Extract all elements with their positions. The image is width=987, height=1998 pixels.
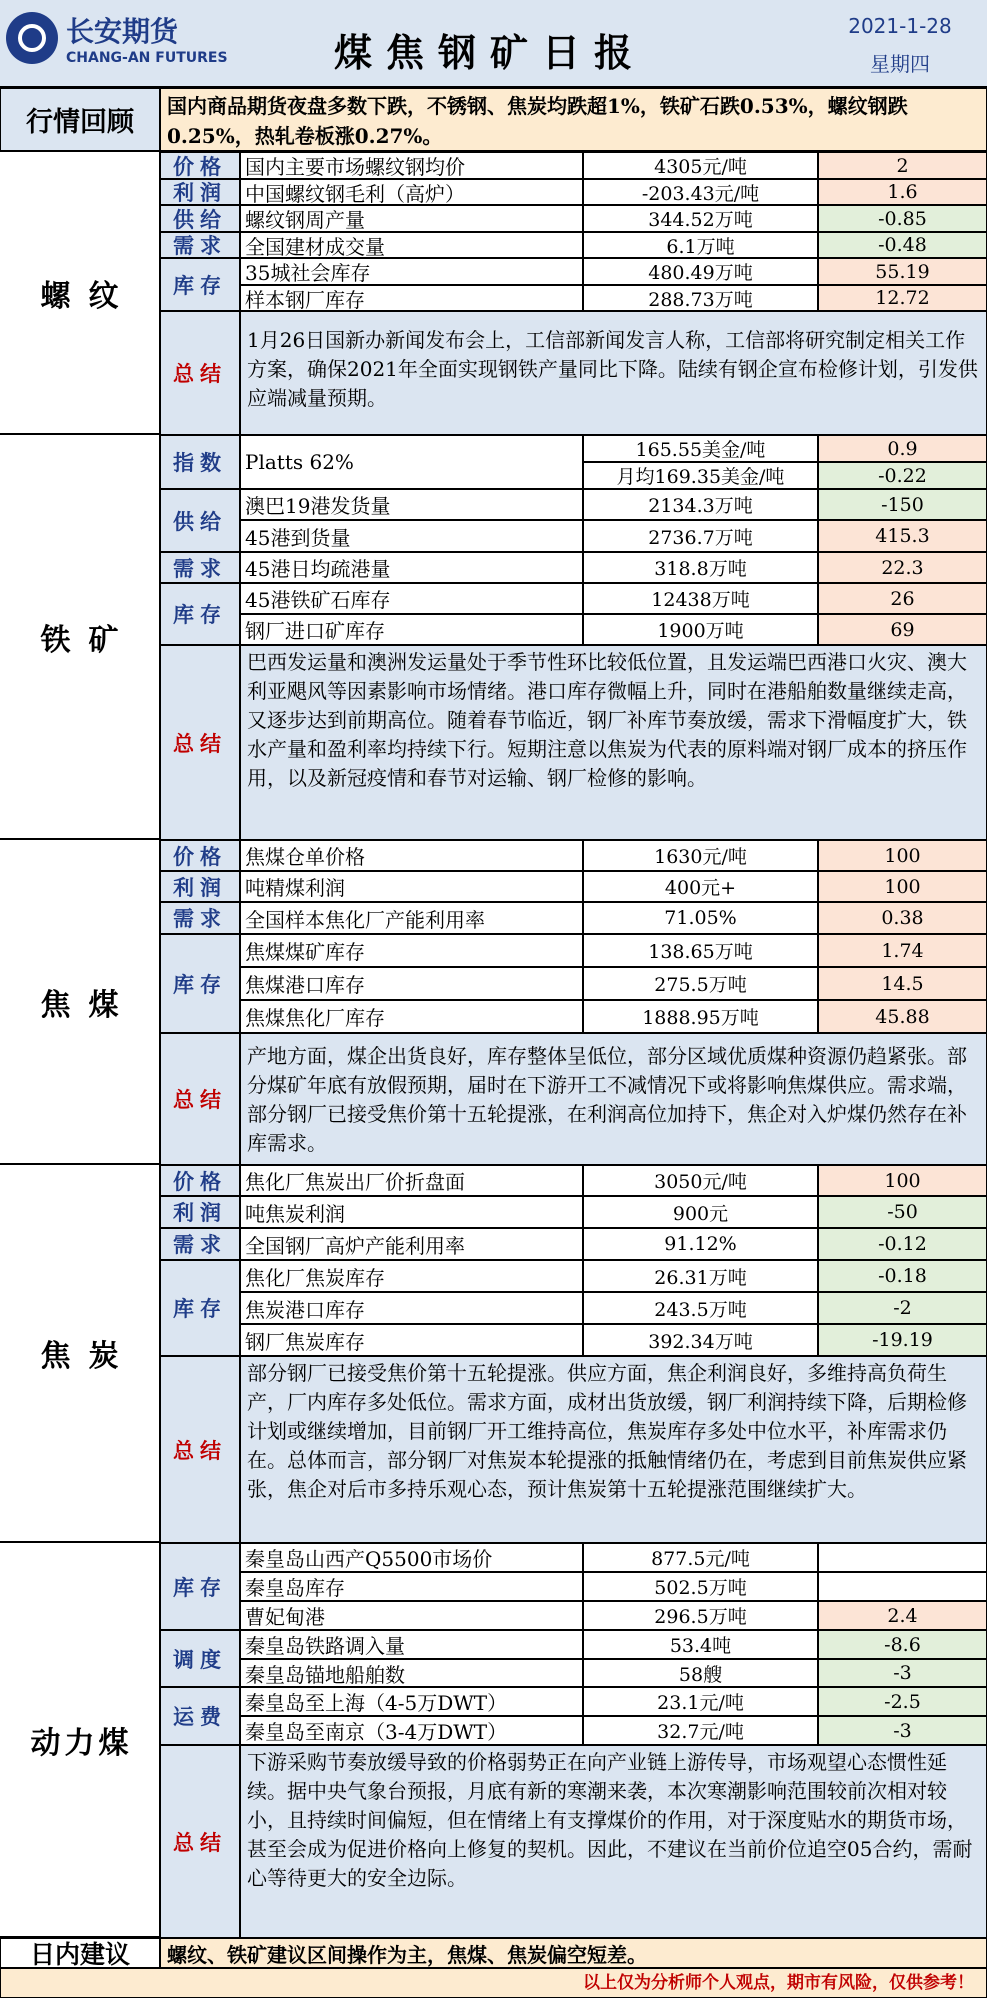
indicator-value: 3050元/吨 — [583, 1165, 818, 1196]
section-name: 焦煤 — [0, 840, 160, 1163]
indicator-name: 45港日均疏港量 — [240, 552, 583, 583]
indicator-change: 2 — [818, 152, 987, 179]
category-label: 需求 — [160, 902, 240, 934]
advice-label: 日内建议 — [0, 1938, 160, 1968]
category-label: 运费 — [160, 1687, 240, 1745]
indicator-change: -19.19 — [818, 1324, 987, 1356]
category-label: 利润 — [160, 179, 240, 205]
indicator-value: 月均169.35美金/吨 — [583, 462, 818, 489]
indicator-change: 22.3 — [818, 552, 987, 583]
indicator-value: 288.73万吨 — [583, 285, 818, 311]
summary-text: 下游采购节奏放缓导致的价格弱势正在向产业链上游传导，市场观望心态惯性延续。据中央气象台预报，月底有新的寒潮来袭，本次寒潮影响范围较前次相对较小，且持续时间偏短，但在情绪上有支撑煤价的作用，对于深度贴水的期货市场，甚至会成为促进价格向上修复的契机。因此，不建议在当前价位追空05合约，需耐心等待更大的安全边际。 — [240, 1745, 987, 1938]
indicator-name: 秦皇岛铁路调入量 — [240, 1630, 583, 1659]
section-name: 螺纹 — [0, 152, 160, 433]
indicator-name: 45港铁矿石库存 — [240, 583, 583, 614]
section-name: 动力煤 — [0, 1543, 160, 1936]
indicator-name: 秦皇岛山西产Q5500市场价 — [240, 1543, 583, 1572]
report-date: 2021-1-28 — [848, 14, 952, 38]
indicator-value: 400元+ — [583, 871, 818, 902]
indicator-value: 344.52万吨 — [583, 205, 818, 232]
indicator-name: 吨精煤利润 — [240, 871, 583, 902]
section-name: 焦炭 — [0, 1165, 160, 1541]
indicator-change: 0.9 — [818, 435, 987, 462]
indicator-value: 4305元/吨 — [583, 152, 818, 179]
advice-text: 螺纹、铁矿建议区间操作为主，焦煤、焦炭偏空短差。 — [160, 1938, 987, 1968]
summary-text: 1月26日国新办新闻发布会上，工信部新闻发言人称，工信部将研究制定相关工作方案，确保2021年全面实现钢铁产量同比下降。陆续有钢企宣布检修计划，引发供应端减量预期。 — [240, 311, 987, 435]
section-rebar — [0, 152, 987, 435]
indicator-name: 秦皇岛至南京（3-4万DWT） — [240, 1716, 583, 1745]
indicator-name: 澳巴19港发货量 — [240, 489, 583, 520]
indicator-name: 焦炭港口库存 — [240, 1292, 583, 1324]
category-label: 需求 — [160, 1228, 240, 1260]
indicator-value: 502.5万吨 — [583, 1572, 818, 1601]
report-weekday: 星期四 — [870, 52, 930, 76]
indicator-change: -0.18 — [818, 1260, 987, 1292]
indicator-change: -8.6 — [818, 1630, 987, 1659]
indicator-name: 全国钢厂高炉产能利用率 — [240, 1228, 583, 1260]
indicator-name: 焦化厂焦炭库存 — [240, 1260, 583, 1292]
indicator-value: 138.65万吨 — [583, 934, 818, 967]
indicator-name: 焦煤焦化厂库存 — [240, 1000, 583, 1033]
indicator-change: 14.5 — [818, 967, 987, 1000]
report-title: 煤焦钢矿日报 — [333, 31, 646, 75]
indicator-change: 1.6 — [818, 179, 987, 205]
indicator-value: 480.49万吨 — [583, 258, 818, 285]
summary-label: 总结 — [160, 645, 240, 840]
indicator-change — [818, 1543, 987, 1572]
indicator-value: 58艘 — [583, 1659, 818, 1687]
disclaimer-text: 以上仅为分析师个人观点，期市有风险，仅供参考！ — [0, 1968, 987, 1998]
summary-label: 总结 — [160, 1033, 240, 1165]
section-name: 铁矿 — [0, 435, 160, 838]
indicator-value: 6.1万吨 — [583, 232, 818, 258]
indicator-name: 钢厂焦炭库存 — [240, 1324, 583, 1356]
indicator-value: 165.55美金/吨 — [583, 435, 818, 462]
indicator-change: -0.22 — [818, 462, 987, 489]
indicator-change: 1.74 — [818, 934, 987, 967]
summary-text: 巴西发运量和澳洲发运量处于季节性环比较低位置，且发运端巴西港口火灾、澳大利亚飓风等因素影响市场情绪。港口库存微幅上升，同时在港船舶数量继续走高，又逐步达到前期高位。随着春节临近，钢厂补库节奏放缓，需求下滑幅度扩大，铁水产量和盈利率均持续下行。短期注意以焦炭为代表的原料端对钢厂成本的挤压作用，以及新冠疫情和春节对运输、钢厂检修的影响。 — [240, 645, 987, 840]
category-label: 库存 — [160, 1260, 240, 1356]
indicator-change: 100 — [818, 1165, 987, 1196]
indicator-change: -0.12 — [818, 1228, 987, 1260]
indicator-value: 900元 — [583, 1196, 818, 1228]
category-label: 利润 — [160, 1196, 240, 1228]
summary-text: 部分钢厂已接受焦价第十五轮提涨。供应方面，焦企利润良好，多维持高负荷生产，厂内库存多处低位。需求方面，成材出货放缓，钢厂利润持续下降，后期检修计划或继续增加，目前钢厂开工维持高位，焦炭库存多处中位水平，补库需求仍在。总体而言，部分钢厂对焦炭本轮提涨的抵触情绪仍在，考虑到目前焦炭供应紧张，焦企对后市多持乐观心态，预计焦炭第十五轮提涨范围继续扩大。 — [240, 1356, 987, 1543]
category-label: 需求 — [160, 552, 240, 583]
indicator-value: 53.4吨 — [583, 1630, 818, 1659]
indicator-name: 焦化厂焦炭出厂价折盘面 — [240, 1165, 583, 1196]
indicator-name: 国内主要市场螺纹钢均价 — [240, 152, 583, 179]
category-label: 指数 — [160, 435, 240, 489]
indicator-value: 23.1元/吨 — [583, 1687, 818, 1716]
indicator-name: 全国建材成交量 — [240, 232, 583, 258]
indicator-name: 45港到货量 — [240, 520, 583, 552]
indicator-name: 焦煤仓单价格 — [240, 840, 583, 871]
indicator-value: 71.05% — [583, 902, 818, 934]
review-text: 国内商品期货夜盘多数下跌，不锈钢、焦炭均跌超1%，铁矿石跌0.53%，螺纹钢跌0.25%，热轧卷板涨0.27%。 — [160, 88, 987, 152]
summary-text: 产地方面，煤企出货良好，库存整体呈低位，部分区域优质煤种资源仍趋紧张。部分煤矿年底有放假预期，届时在下游开工不减情况下或将影响焦煤供应。需求端，部分钢厂已接受焦价第十五轮提涨，在利润高位加持下，焦企对入炉煤仍然存在补库需求。 — [240, 1033, 987, 1165]
indicator-name: 秦皇岛至上海（4-5万DWT） — [240, 1687, 583, 1716]
indicator-name: 钢厂进口矿库存 — [240, 614, 583, 645]
indicator-value: 392.34万吨 — [583, 1324, 818, 1356]
indicator-value: 243.5万吨 — [583, 1292, 818, 1324]
indicator-change: -50 — [818, 1196, 987, 1228]
category-label: 调度 — [160, 1630, 240, 1687]
indicator-change: 26 — [818, 583, 987, 614]
indicator-change: -3 — [818, 1659, 987, 1687]
summary-label: 总结 — [160, 311, 240, 435]
section-iron-ore — [0, 435, 987, 840]
indicator-name: 全国样本焦化厂产能利用率 — [240, 902, 583, 934]
indicator-change: -150 — [818, 489, 987, 520]
category-label: 库存 — [160, 583, 240, 645]
company-name-cn: 长安期货 — [66, 15, 179, 48]
indicator-name: 螺纹钢周产量 — [240, 205, 583, 232]
indicator-value: 2736.7万吨 — [583, 520, 818, 552]
indicator-change: 55.19 — [818, 258, 987, 285]
section-coking-coal — [0, 840, 987, 1165]
indicator-value: 91.12% — [583, 1228, 818, 1260]
indicator-value: 296.5万吨 — [583, 1601, 818, 1630]
indicator-name: 焦煤煤矿库存 — [240, 934, 583, 967]
indicator-value: 1888.95万吨 — [583, 1000, 818, 1033]
indicator-change: -3 — [818, 1716, 987, 1745]
indicator-change: -2.5 — [818, 1687, 987, 1716]
indicator-name: 吨焦炭利润 — [240, 1196, 583, 1228]
indicator-change: 415.3 — [818, 520, 987, 552]
indicator-value: 1900万吨 — [583, 614, 818, 645]
category-label: 库存 — [160, 934, 240, 1033]
indicator-name: 样本钢厂库存 — [240, 285, 583, 311]
indicator-value: 275.5万吨 — [583, 967, 818, 1000]
category-label: 库存 — [160, 258, 240, 311]
indicator-value: 1630元/吨 — [583, 840, 818, 871]
indicator-name: 焦煤港口库存 — [240, 967, 583, 1000]
company-name-en: CHANG-AN FUTURES — [66, 50, 228, 66]
indicator-change: 12.72 — [818, 285, 987, 311]
summary-label: 总结 — [160, 1356, 240, 1543]
section-thermal-coal — [0, 1543, 987, 1938]
indicator-change: -2 — [818, 1292, 987, 1324]
category-label: 需求 — [160, 232, 240, 258]
indicator-change: -0.48 — [818, 232, 987, 258]
category-label: 价格 — [160, 152, 240, 179]
indicator-change: -0.85 — [818, 205, 987, 232]
category-label: 价格 — [160, 840, 240, 871]
category-label: 利润 — [160, 871, 240, 902]
indicator-name: 秦皇岛库存 — [240, 1572, 583, 1601]
indicator-name: Platts 62% — [240, 435, 583, 489]
category-label: 库存 — [160, 1543, 240, 1630]
indicator-value: 318.8万吨 — [583, 552, 818, 583]
review-label: 行情回顾 — [0, 88, 160, 152]
indicator-change: 45.88 — [818, 1000, 987, 1033]
indicator-value: 2134.3万吨 — [583, 489, 818, 520]
indicator-change — [818, 1572, 987, 1601]
indicator-value: 32.7元/吨 — [583, 1716, 818, 1745]
indicator-change: 100 — [818, 871, 987, 902]
indicator-value: 12438万吨 — [583, 583, 818, 614]
category-label: 供给 — [160, 489, 240, 552]
indicator-value: 26.31万吨 — [583, 1260, 818, 1292]
indicator-change: 69 — [818, 614, 987, 645]
indicator-name: 中国螺纹钢毛利（高炉） — [240, 179, 583, 205]
indicator-change: 0.38 — [818, 902, 987, 934]
category-label: 价格 — [160, 1165, 240, 1196]
summary-label: 总结 — [160, 1745, 240, 1938]
report-header — [0, 0, 987, 88]
indicator-name: 秦皇岛锚地船舶数 — [240, 1659, 583, 1687]
category-label: 供给 — [160, 205, 240, 232]
indicator-value: 877.5元/吨 — [583, 1543, 818, 1572]
indicator-change: 100 — [818, 840, 987, 871]
indicator-name: 35城社会库存 — [240, 258, 583, 285]
indicator-change: 2.4 — [818, 1601, 987, 1630]
chang-an-logo-icon — [6, 12, 58, 64]
indicator-name: 曹妃甸港 — [240, 1601, 583, 1630]
section-coke — [0, 1165, 987, 1543]
indicator-value: -203.43元/吨 — [583, 179, 818, 205]
